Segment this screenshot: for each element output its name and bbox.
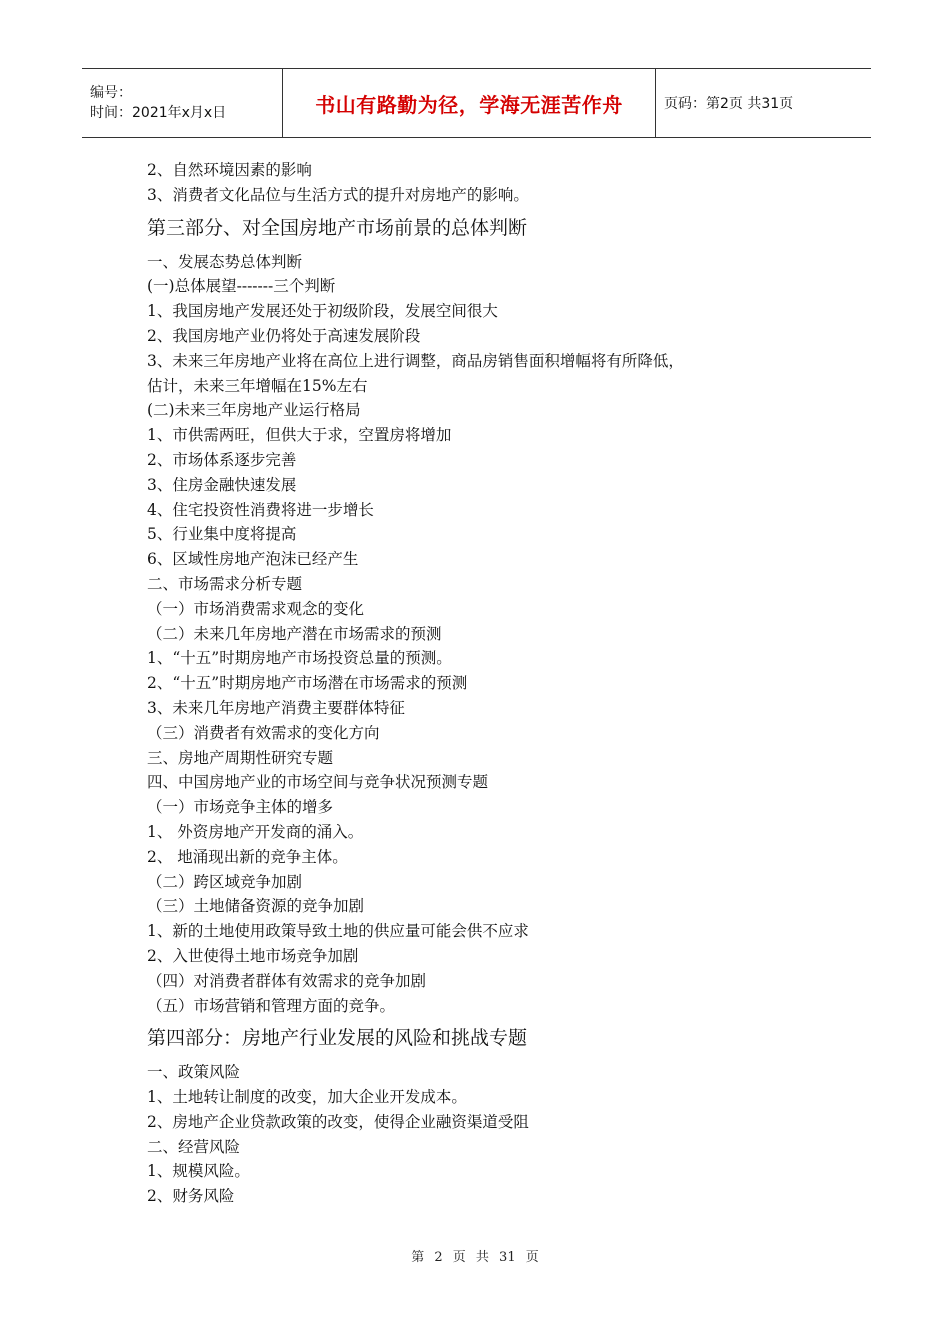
body-line: 二、经营风险 xyxy=(147,1137,241,1156)
document-time-label: 时间：2021年x月x日 xyxy=(90,105,227,121)
section-heading: 第三部分、对全国房地产市场前景的总体判断 xyxy=(147,216,528,239)
header-page-number: 页码：第2页 共31页 xyxy=(664,96,794,112)
body-line: （一）市场消费需求观念的变化 xyxy=(147,599,365,618)
body-line: 1、市供需两旺，但供大于求，空置房将增加 xyxy=(147,426,452,445)
body-line: 1、土地转让制度的改变，加大企业开发成本。 xyxy=(147,1088,467,1107)
body-line: 估计，未来三年增幅在15%左右 xyxy=(147,376,368,395)
body-line: 2、市场体系逐步完善 xyxy=(147,450,297,469)
body-line: 3、未来几年房地产消费主要群体特征 xyxy=(147,698,405,717)
body-line: 1、 外资房地产开发商的涌入。 xyxy=(147,822,364,841)
body-line: 2、我国房地产业仍将处于高速发展阶段 xyxy=(147,326,421,345)
body-line: （二）跨区域竞争加剧 xyxy=(147,872,303,891)
page-header xyxy=(82,68,871,138)
body-line: 二、市场需求分析专题 xyxy=(147,574,303,593)
body-line: （四）对消费者群体有效需求的竞争加剧 xyxy=(147,971,427,990)
body-line: 3、未来三年房地产业将在高位上进行调整，商品房销售面积增幅将有所降低， xyxy=(147,351,684,370)
body-line: 一、发展态势总体判断 xyxy=(147,252,303,271)
body-line: （二）未来几年房地产潜在市场需求的预测 xyxy=(147,624,442,643)
body-line: (二)未来三年房地产业运行格局 xyxy=(147,401,361,420)
body-line: 2、财务风险 xyxy=(147,1187,235,1206)
body-line: 1、规模风险。 xyxy=(147,1162,250,1181)
body-line: 2、 地涌现出新的竞争主体。 xyxy=(147,847,348,866)
body-line: 2、“十五”时期房地产市场潜在市场需求的预测 xyxy=(147,674,468,693)
body-line: 2、房地产企业贷款政策的改变，使得企业融资渠道受阻 xyxy=(147,1112,529,1131)
body-line: 2、入世使得土地市场竞争加剧 xyxy=(147,946,359,965)
page-footer: 第 2 页 共 31 页 xyxy=(411,1250,539,1265)
body-line: 1、新的土地使用政策导致土地的供应量可能会供不应求 xyxy=(147,922,529,941)
body-line: 4、住宅投资性消费将进一步增长 xyxy=(147,500,374,519)
header-motto-cell xyxy=(282,69,656,137)
body-line: 三、房地产周期性研究专题 xyxy=(147,748,334,767)
body-line: 5、行业集中度将提高 xyxy=(147,525,297,544)
document-body xyxy=(147,158,827,1209)
body-line: 3、住房金融快速发展 xyxy=(147,475,297,494)
body-line: 1、“十五”时期房地产市场投资总量的预测。 xyxy=(147,649,452,668)
body-line: 6、区域性房地产泡沫已经产生 xyxy=(147,550,359,569)
body-line: 3、消费者文化品位与生活方式的提升对房地产的影响。 xyxy=(147,185,529,204)
body-line: 1、我国房地产发展还处于初级阶段，发展空间很大 xyxy=(147,302,498,321)
header-motto: 书山有路勤为径，学海无涯苦作舟 xyxy=(315,92,623,117)
body-line: （三）土地储备资源的竞争加剧 xyxy=(147,897,365,916)
body-line: （五）市场营销和管理方面的竞争。 xyxy=(147,996,396,1015)
body-line: (一)总体展望-------三个判断 xyxy=(147,277,336,296)
body-line: 2、自然环境因素的影响 xyxy=(147,161,312,179)
section-heading: 第四部分：房地产行业发展的风险和挑战专题 xyxy=(147,1027,528,1050)
header-left-cell xyxy=(82,69,282,137)
body-line: （一）市场竞争主体的增多 xyxy=(147,798,334,817)
header-right-cell xyxy=(656,69,871,137)
body-line: （三）消费者有效需求的变化方向 xyxy=(147,723,380,742)
document-number-label: 编号： xyxy=(90,85,132,101)
body-line: 四、中国房地产业的市场空间与竞争状况预测专题 xyxy=(147,773,489,792)
body-line: 一、政策风险 xyxy=(147,1063,241,1082)
